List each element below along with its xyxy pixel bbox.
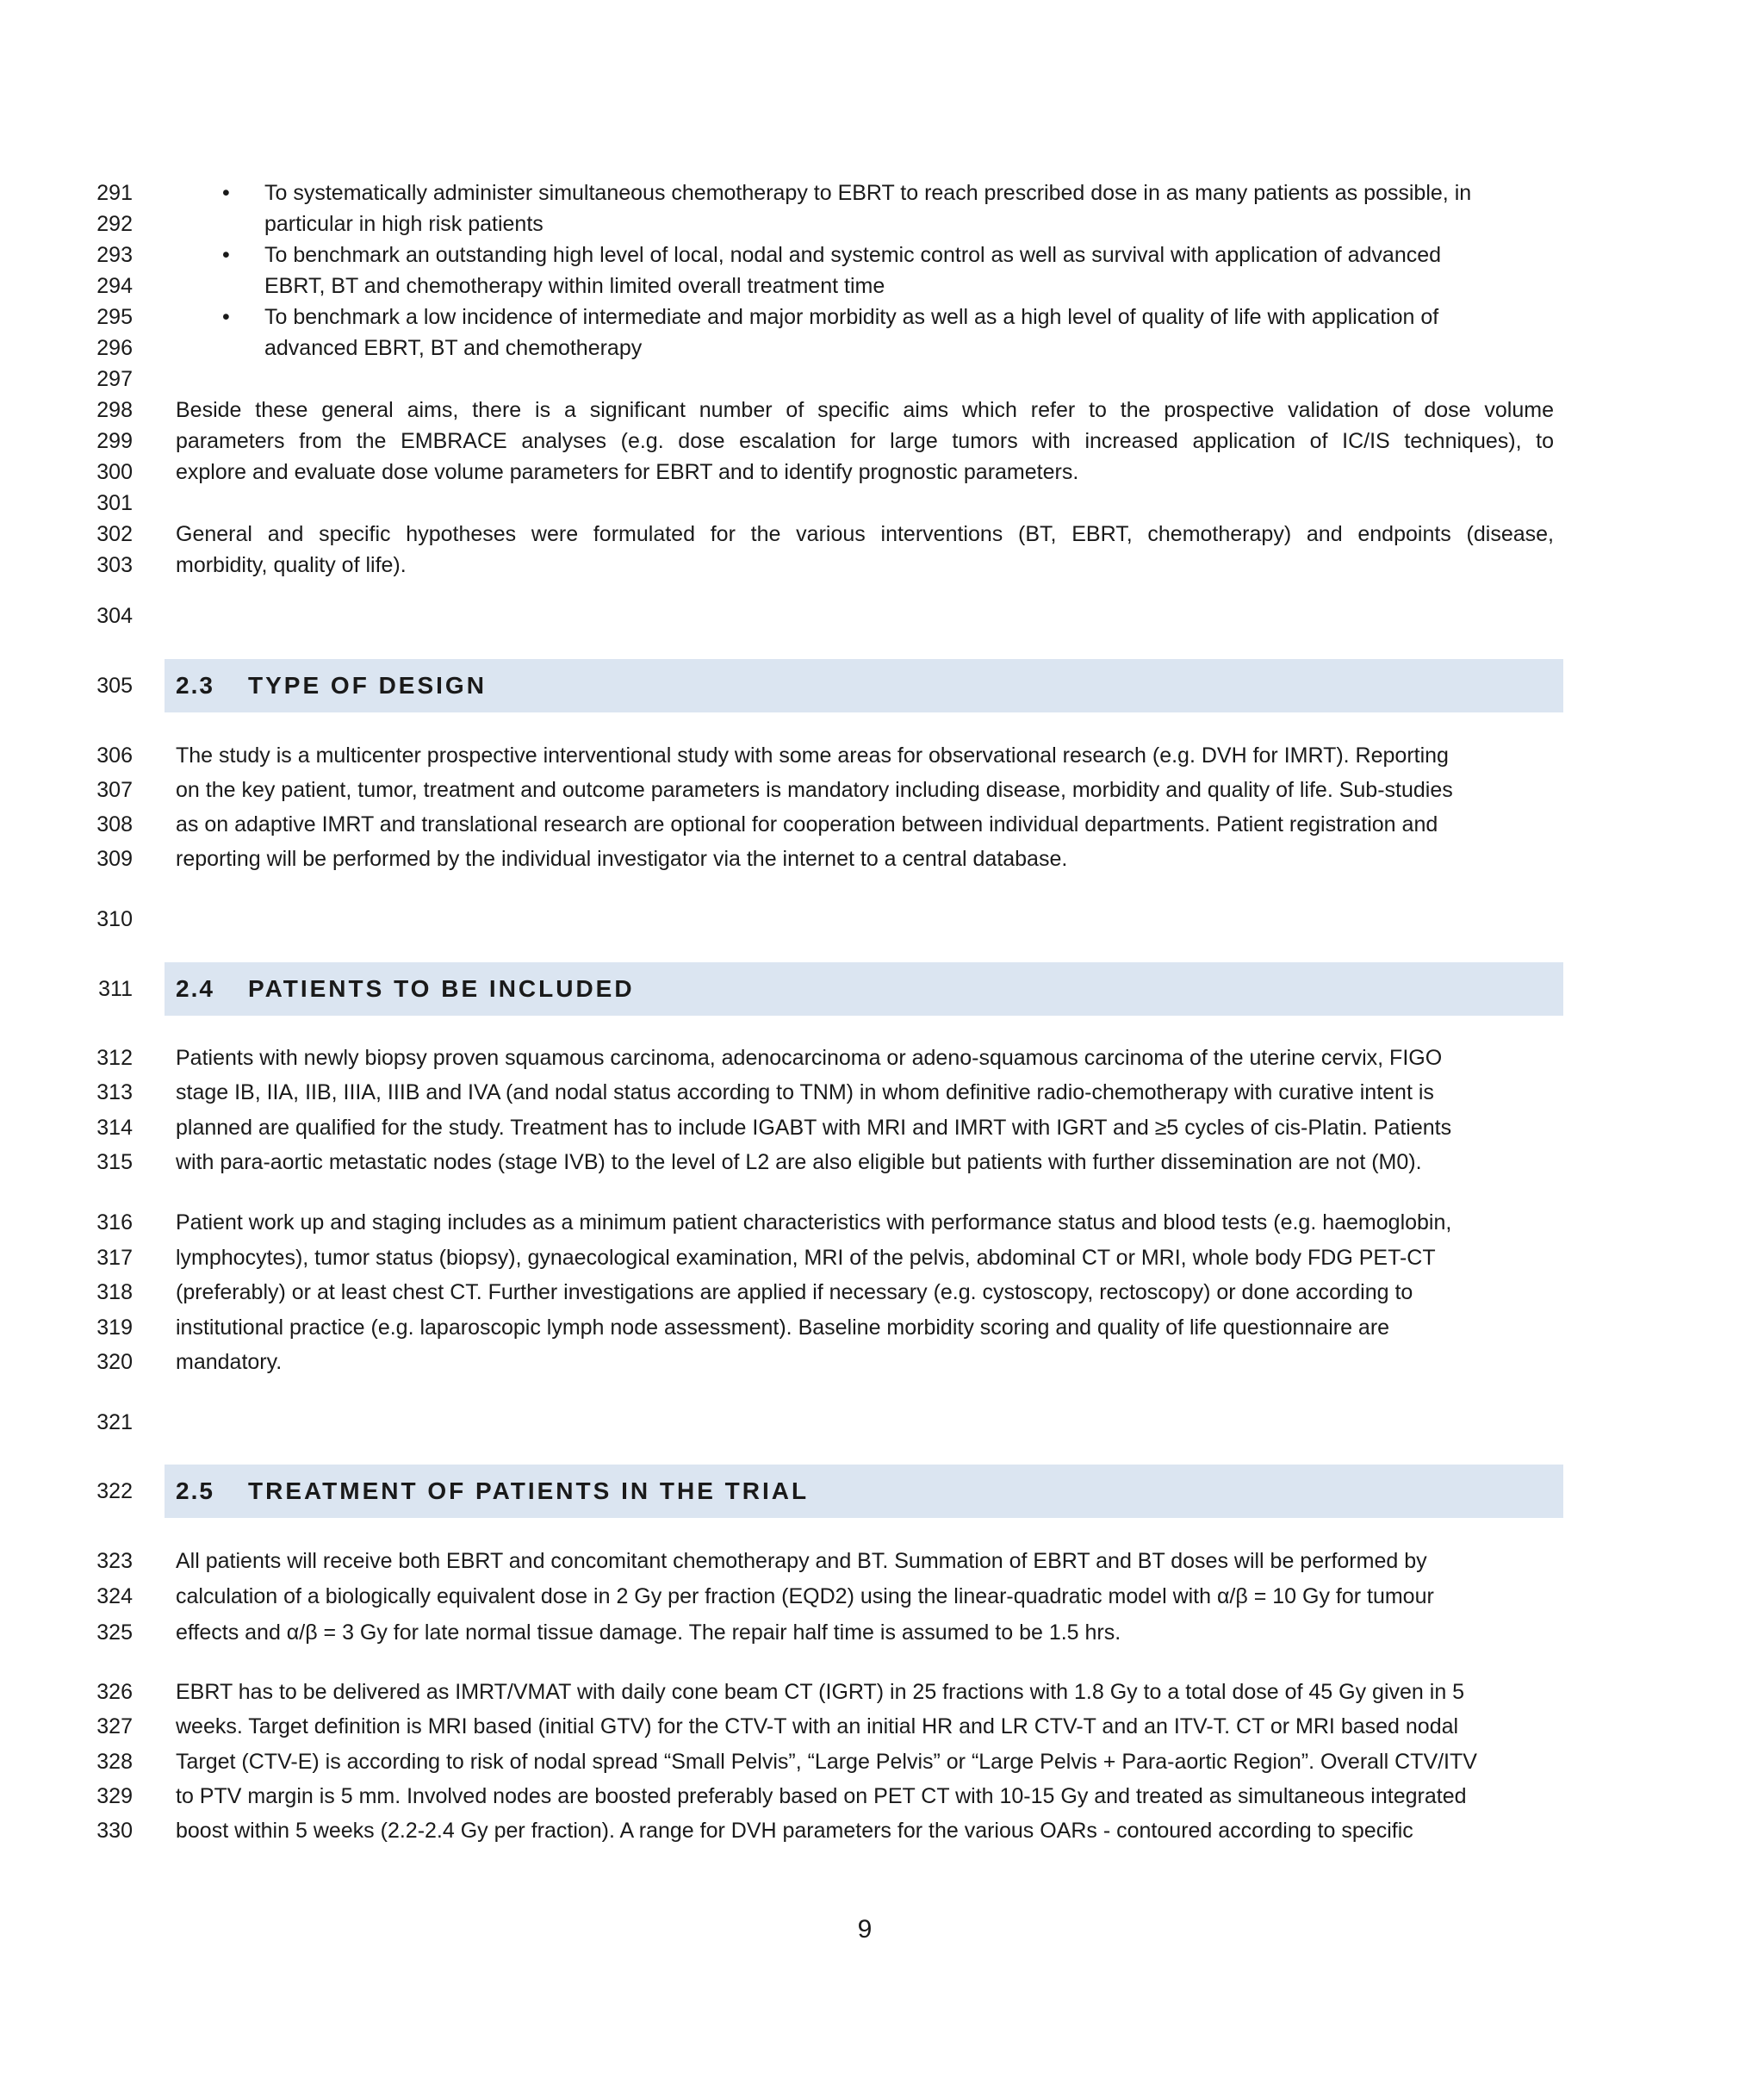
text-line: General and specific hypotheses were formulated for the various interventions (BT, EBRT, chemotherapy) and endpoints (disease, [176,522,1554,546]
text-line: institutional practice (e.g. laparoscopic lymph node assessment). Baseline morbidity scoring and quality of life questionnaire are [176,1315,1390,1340]
line-number: 330 [96,1819,133,1843]
page-number: 9 [857,1915,873,1944]
line-number: 316 [96,1210,133,1235]
line-number: 305 [96,674,133,698]
text-line: (preferably) or at least chest CT. Further investigations are applied if necessary (e.g. cystoscopy, rectoscopy) or done according to [176,1280,1413,1304]
line-number: 299 [96,429,133,453]
line-number: 308 [96,812,133,837]
line-number: 323 [96,1549,133,1573]
line-number: 302 [96,522,133,546]
text-line: parameters from the EMBRACE analyses (e.g. dose escalation for large tumors with increased application of IC/IS techniques), to [176,429,1554,453]
line-number: 306 [96,743,133,768]
text-line: with para-aortic metastatic nodes (stage IVB) to the level of L2 are also eligible but patients with further dissemination are not (M0). [176,1150,1422,1174]
section-heading-2-4 [165,962,1563,1016]
bullet-marker: • [222,243,230,267]
line-number: 296 [96,336,133,360]
line-number: 300 [96,460,133,484]
line-number: 301 [96,491,133,515]
line-number: 292 [96,212,133,236]
text-line: Beside these general aims, there is a significant number of specific aims which refer to the prospective validation of dose volume [176,398,1554,422]
text-line: on the key patient, tumor, treatment and outcome parameters is mandatory including disease, morbidity and quality of life. Sub-studies [176,778,1453,802]
bullet-line: To systematically administer simultaneous chemotherapy to EBRT to reach prescribed dose in as many patients as possible, in [264,181,1472,205]
line-number: 325 [96,1620,133,1645]
line-number: 291 [96,181,133,205]
text-line: as on adaptive IMRT and translational research are optional for cooperation between individual departments. Patient registration and [176,812,1438,837]
line-number: 320 [96,1350,133,1374]
bullet-marker: • [222,305,230,329]
section-title: TREATMENT OF PATIENTS IN THE TRIAL [248,1477,810,1504]
line-number: 311 [98,977,133,1001]
text-line: stage IB, IIA, IIB, IIIA, IIIB and IVA (and nodal status according to TNM) in whom definitive radio-chemotherapy with curative intent is [176,1080,1434,1104]
text-line: All patients will receive both EBRT and concomitant chemotherapy and BT. Summation of EBRT and BT doses will be performed by [176,1549,1427,1573]
line-number: 303 [96,553,133,577]
text-line: Patient work up and staging includes as a minimum patient characteristics with performance status and blood tests (e.g. haemoglobin, [176,1210,1452,1235]
line-number: 328 [96,1750,133,1774]
line-number: 327 [96,1714,133,1738]
bullet-line: To benchmark an outstanding high level of local, nodal and systemic control as well as survival with application of advanced [264,243,1442,267]
line-number: 294 [96,274,133,298]
text-line: EBRT has to be delivered as IMRT/VMAT with daily cone beam CT (IGRT) in 25 fractions with 1.8 Gy to a total dose of 45 Gy given in 5 [176,1680,1465,1704]
text-line: boost within 5 weeks (2.2-2.4 Gy per fraction). A range for DVH parameters for the various OARs - contoured according to specific [176,1819,1413,1843]
line-number: 295 [96,305,133,329]
text-line: to PTV margin is 5 mm. Involved nodes are boosted preferably based on PET CT with 10-15 Gy and treated as simultaneous integrated [176,1784,1467,1808]
line-number: 322 [96,1479,133,1503]
text-line: Patients with newly biopsy proven squamous carcinoma, adenocarcinoma or adeno-squamous carcinoma of the uterine cervix, FIGO [176,1046,1443,1070]
line-number: 317 [96,1246,133,1270]
text-line: The study is a multicenter prospective interventional study with some areas for observational research (e.g. DVH for IMRT). Reporting [176,743,1449,768]
line-number: 293 [96,243,133,267]
line-number: 318 [96,1280,133,1304]
text-line: lymphocytes), tumor status (biopsy), gynaecological examination, MRI of the pelvis, abdominal CT or MRI, whole body FDG PET-CT [176,1246,1436,1270]
section-title: PATIENTS TO BE INCLUDED [248,975,635,1002]
text-line: mandatory. [176,1350,283,1374]
line-number: 319 [96,1315,133,1340]
text-line: weeks. Target definition is MRI based (initial GTV) for the CTV-T with an initial HR and LR CTV-T and an ITV-T. CT or MRI based nodal [176,1714,1459,1738]
line-number: 326 [96,1680,133,1704]
line-number: 324 [96,1584,133,1608]
section-number: 2.5 [176,1477,214,1504]
line-number: 310 [96,907,133,931]
section-heading-2-5 [165,1465,1563,1518]
bullet-line: particular in high risk patients [264,212,543,236]
line-number: 321 [96,1410,133,1434]
line-number: 313 [96,1080,133,1104]
line-number: 307 [96,778,133,802]
line-number: 314 [96,1116,133,1140]
bullet-line: advanced EBRT, BT and chemotherapy [264,336,643,360]
bullet-marker: • [222,181,230,205]
line-number: 312 [96,1046,133,1070]
section-number: 2.3 [176,672,214,699]
line-number: 309 [96,847,133,871]
bullet-line: EBRT, BT and chemotherapy within limited overall treatment time [264,274,885,298]
line-number: 298 [96,398,133,422]
line-number: 297 [96,367,133,391]
text-line: effects and α/β = 3 Gy for late normal tissue damage. The repair half time is assumed to be 1.5 hrs. [176,1620,1121,1645]
text-line: calculation of a biologically equivalent dose in 2 Gy per fraction (EQD2) using the linear-quadratic model with α/β = 10 Gy for tumour [176,1584,1434,1608]
line-number: 304 [96,604,133,628]
section-heading-2-3 [165,659,1563,712]
text-line: Target (CTV-E) is according to risk of nodal spread “Small Pelvis”, “Large Pelvis” or “Large Pelvis + Para-aortic Region”. Overall CTV/ITV [176,1750,1477,1774]
text-line: morbidity, quality of life). [176,553,407,577]
bullet-line: To benchmark a low incidence of intermediate and major morbidity as well as a high level of quality of life with application of [264,305,1439,329]
line-number: 315 [96,1150,133,1174]
text-line: explore and evaluate dose volume parameters for EBRT and to identify prognostic parameters. [176,460,1079,484]
section-title: TYPE OF DESIGN [248,672,487,699]
line-number: 329 [96,1784,133,1808]
text-line: planned are qualified for the study. Treatment has to include IGABT with MRI and IMRT with IGRT and ≥5 cycles of cis-Platin. Patients [176,1116,1452,1140]
text-line: reporting will be performed by the individual investigator via the internet to a central database. [176,847,1068,871]
section-number: 2.4 [176,975,214,1002]
